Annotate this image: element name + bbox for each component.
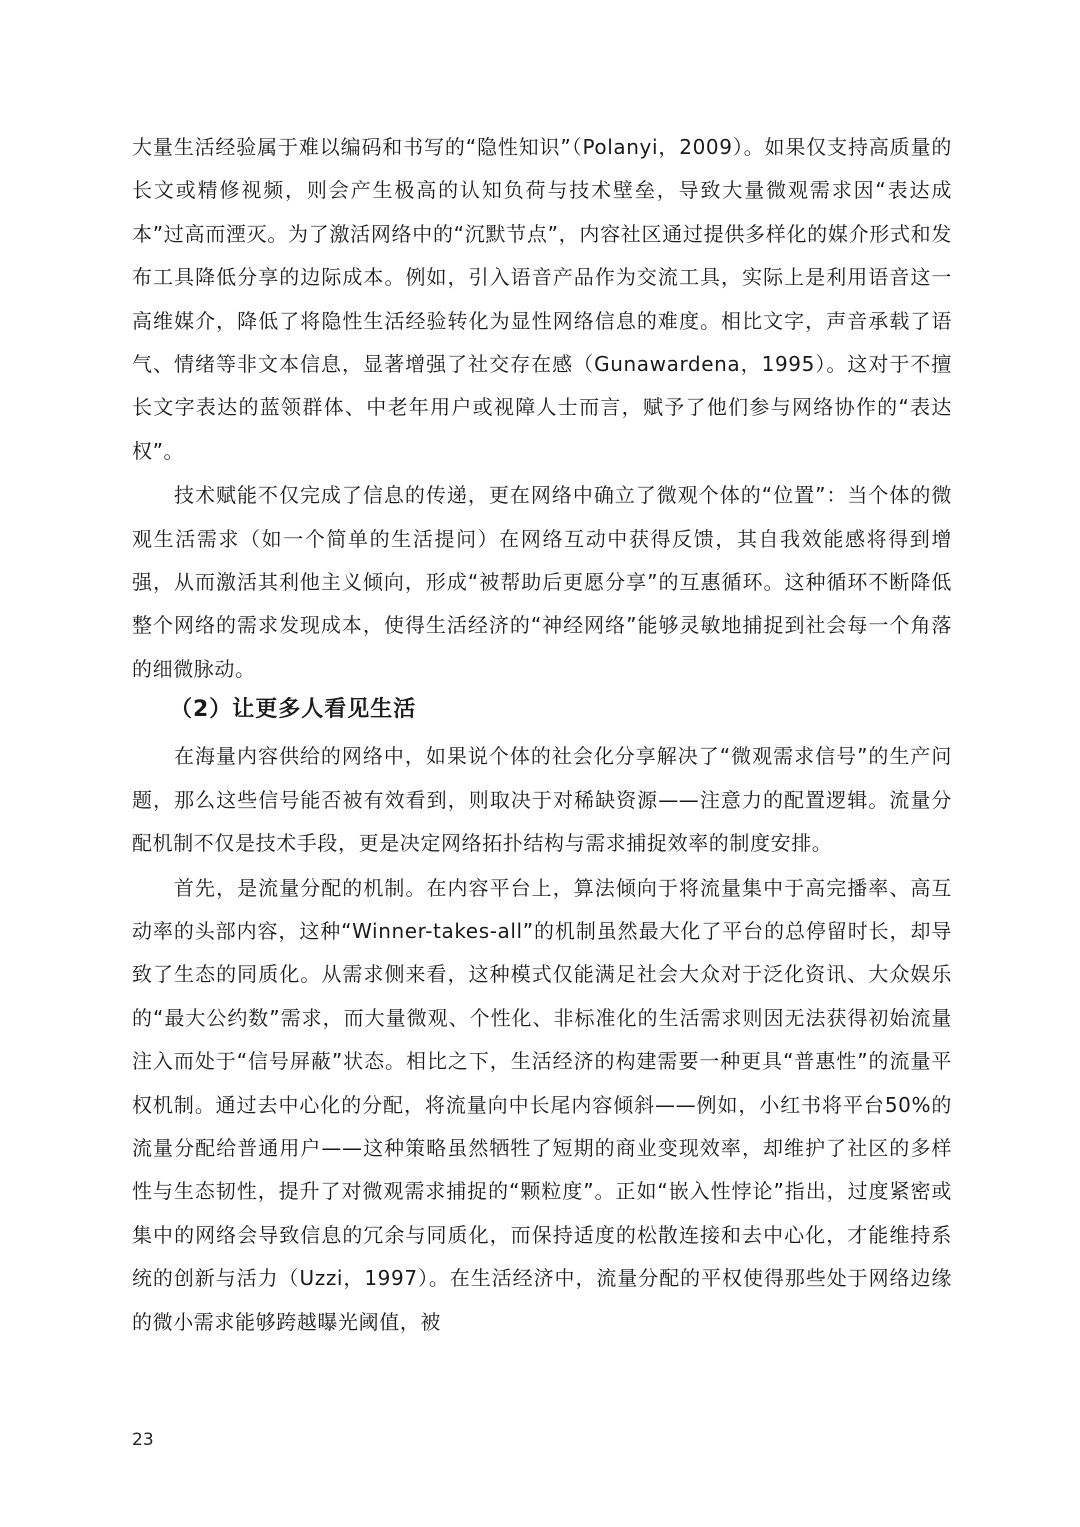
paragraph-tacit-knowledge: 大量生活经验属于难以编码和书写的“隐性知识”（Polanyi，2009）。如果仅支持高质量的长文或精修视频，则会产生极高的认知负荷与技术壁垒，导致大量微观需求因“表达成本”过高而湮灭。为了激活网络中的“沉默节点”，内容社区通过提供多样化的媒介形式和发布工具降低分享的边际成本。例如，引入语音产品作为交流工具，实际上是利用语音这一高维媒介，降低了将隐性生活经验转化为显性网络信息的难度。相比文字，声音承载了语气、情绪等非文本信息，显著增强了社交存在感（Gunawardena，1995）。这对于不擅长文字表达的蓝领群体、中老年用户或视障人士而言，赋予了他们参与网络协作的“表达权”。 (132, 135, 952, 463)
paragraph-attention-allocation: 在海量内容供给的网络中，如果说个体的社会化分享解决了“微观需求信号”的生产问题，那么这些信号能否被有效看到，则取决于对稀缺资源——注意力的配置逻辑。流量分配机制不仅是技术手段，更是决定网络拓扑结构与需求捕捉效率的制度安排。 (132, 744, 952, 856)
paragraph-technology-empowerment: 技术赋能不仅完成了信息的传递，更在网络中确立了微观个体的“位置”：当个体的微观生活需求（如一个简单的生活提问）在网络互动中获得反馈，其自我效能感将得到增强，从而激活其利他主义倾向，形成“被帮助后更愿分享”的互惠循环。这种循环不断降低整个网络的需求发现成本，使得生活经济的“神经网络”能够灵敏地捕捉到社会每一个角落的细微脉动。 (132, 483, 952, 681)
paragraph-traffic-distribution: 首先，是流量分配的机制。在内容平台上，算法倾向于将流量集中于高完播率、高互动率的头部内容，这种“Winner-takes-all”的机制虽然最大化了平台的总停留时长，却导致了生态的同质化。从需求侧来看，这种模式仅能满足社会大众对于泛化资讯、大众娱乐的“最大公约数”需求，而大量微观、个性化、非标准化的生活需求则因无法获得初始流量注入而处于“信号屏蔽”状态。相比之下，生活经济的构建需要一种更具“普惠性”的流量平权机制。通过去中心化的分配，将流量向中长尾内容倾斜——例如，小红书将平台50%的流量分配给普通用户——这种策略虽然牺牲了短期的商业变现效率，却维护了社区的多样性与生态韧性，提升了对微观需求捕捉的“颗粒度”。正如“嵌入性悖论”指出，过度紧密或集中的网络会导致信息的冗余与同质化，而保持适度的松散连接和去中心化，才能维持系统的创新与活力（Uzzi，1997）。在生活经济中，流量分配的平权使得那些处于网络边缘的微小需求能够跨越曝光阈值，被 (132, 875, 952, 1334)
section-heading: （2）让更多人看见生活 (170, 697, 417, 723)
page-number: 23 (132, 1430, 154, 1450)
body-text (132, 126, 952, 1345)
